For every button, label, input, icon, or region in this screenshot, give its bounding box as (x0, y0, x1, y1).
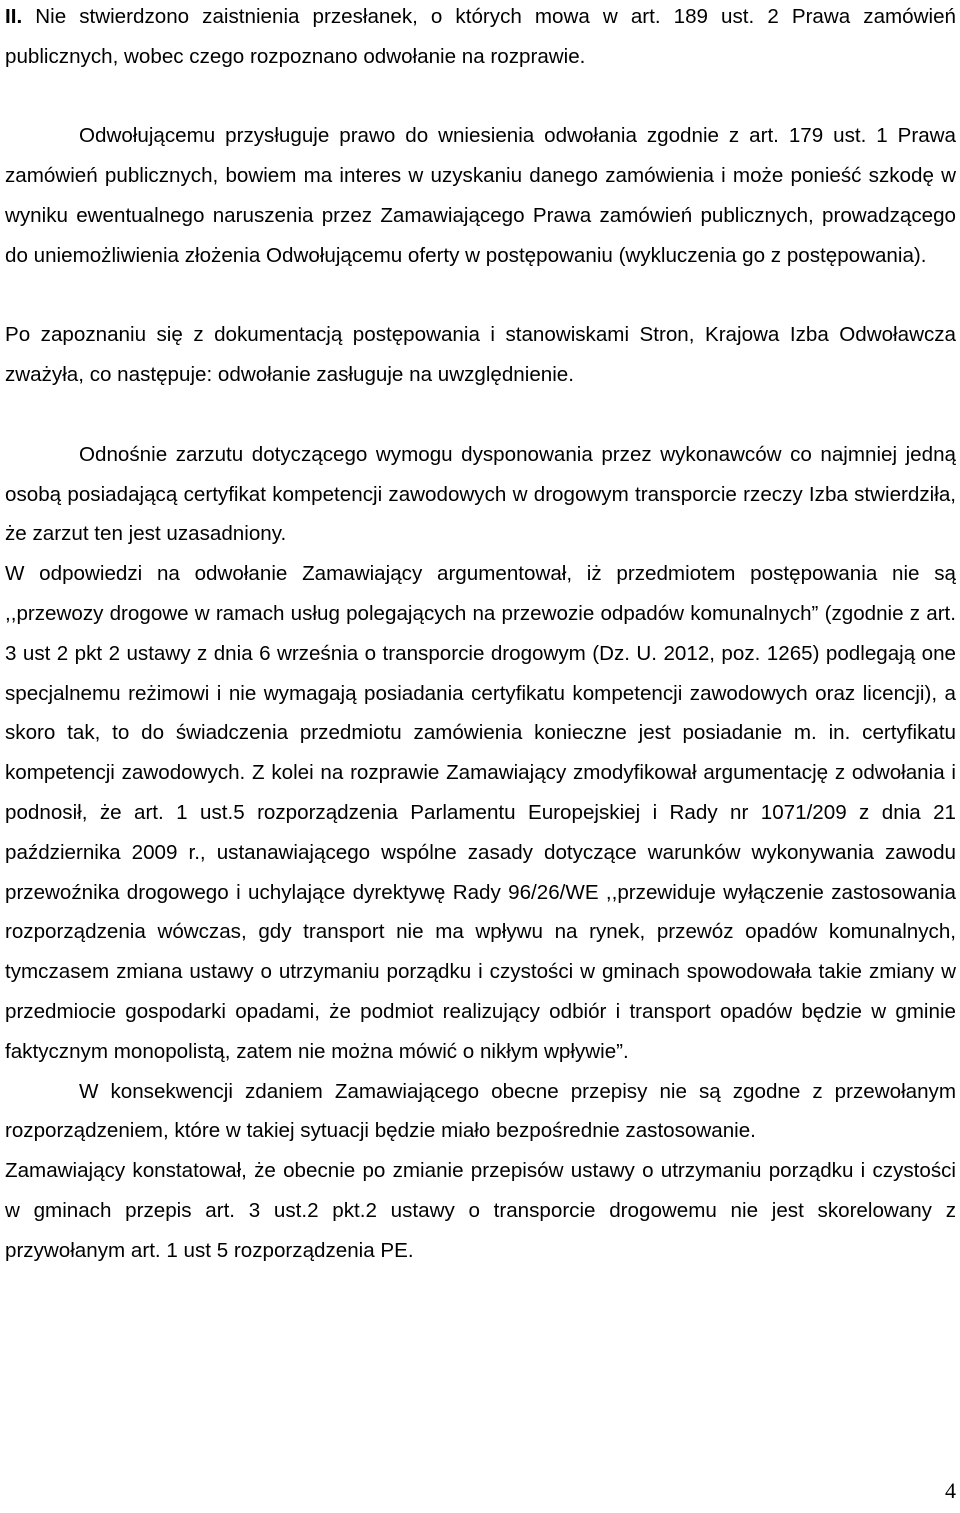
paragraph-conclusion: Zamawiający konstatował, że obecnie po zmianie przepisów ustawy o utrzymaniu porządku i czystości w gminach przepis art. 3 ust.2 pkt.2 ustawy o transporcie drogowemu nie jest skorelowany z przywołanym art. 1 ust 5 rozporządzenia PE. (5, 1159, 956, 1262)
paragraph-text: Nie stwierdzono zaistnienia przesłanek, o których mowa w art. 189 ust. 2 Prawa zamówień publicznych, wobec czego rozpoznano odwołanie na rozprawie. (5, 5, 956, 68)
paragraph-certificate-claim: Odnośnie zarzutu dotyczącego wymogu dysponowania przez wykonawców co najmniej jedną osobą posiadającą certyfikat kompetencji zawodowych w drogowym transporcie rzeczy Izba stwierdziła, że zarzut ten jest uzasadniony. (5, 442, 956, 546)
section-number: II. (5, 5, 23, 28)
paragraph-chamber-findings: Po zapoznaniu się z dokumentacją postępowania i stanowiskami Stron, Krajowa Izba Odwoławcza zważyła, co następuje: odwołanie zasługuje na uwzględnienie. (5, 323, 956, 387)
paragraph-procedural-grounds (5, 0, 956, 77)
page-number: 4 (945, 1478, 956, 1503)
paragraph-consequence: W konsekwencji zdaniem Zamawiającego obecne przepisy nie są zgodne z przewołanym rozporządzeniem, które w takiej sytuacji będzie miało bezpośrednie zastosowanie. (5, 1079, 956, 1143)
document-page (5, 0, 956, 1271)
paragraph-contracting-authority-argument: W odpowiedzi na odwołanie Zamawiający argumentował, iż przedmiotem postępowania nie są ,,przewozy drogowe w ramach usług polegających na przewozie odpadów komunalnych” (zgodnie z art. 3 ust 2 pkt 2 ustawy z dnia 6 września o transporcie drogowym (Dz. U. 2012, poz. 1265) podlegają one specjalnemu reżimowi i nie wymagają posiadania certyfikatu kompetencji zawodowych oraz licencji), a skoro tak, to do świadczenia przedmiotu zamówienia konieczne jest posiadanie m. in. certyfikatu kompetencji zawodowych. Z kolei na rozprawie Zamawiający zmodyfikował argumentację z odwołania i podnosił, że art. 1 ust.5 rozporządzenia Parlamentu Europejskiej i Rady nr 1071/209 z dnia 21 października 2009 r., ustanawiającego wspólne zasady dotyczące warunków wykonywania zawodu przewoźnika drogowego i uchylające dyrektywę Rady 96/26/WE ,,przewiduje wyłączenie zastosowania rozporządzenia wówczas, gdy transport nie ma wpływu na rynek, przewóz opadów komunalnych, tymczasem zmiana ustawy o utrzymaniu porządku i czystości w gminach spowodowała takie zmiany w przedmiocie gospodarki opadami, że podmiot realizujący odbiór i transport opadów będzie w gminie faktycznym monopolistą, zatem nie można mówić o nikłym wpływie”. (5, 562, 956, 1063)
paragraph-standing-to-appeal: Odwołującemu przysługuje prawo do wniesienia odwołania zgodnie z art. 179 ust. 1 Prawa zamówień publicznych, bowiem ma interes w uzyskaniu danego zamówienia i może ponieść szkodę w wyniku ewentualnego naruszenia przez Zamawiającego Prawa zamówień publicznych, prowadzącego do uniemożliwienia złożenia Odwołującemu oferty w postępowaniu (wykluczenia go z postępowania). (5, 124, 956, 267)
